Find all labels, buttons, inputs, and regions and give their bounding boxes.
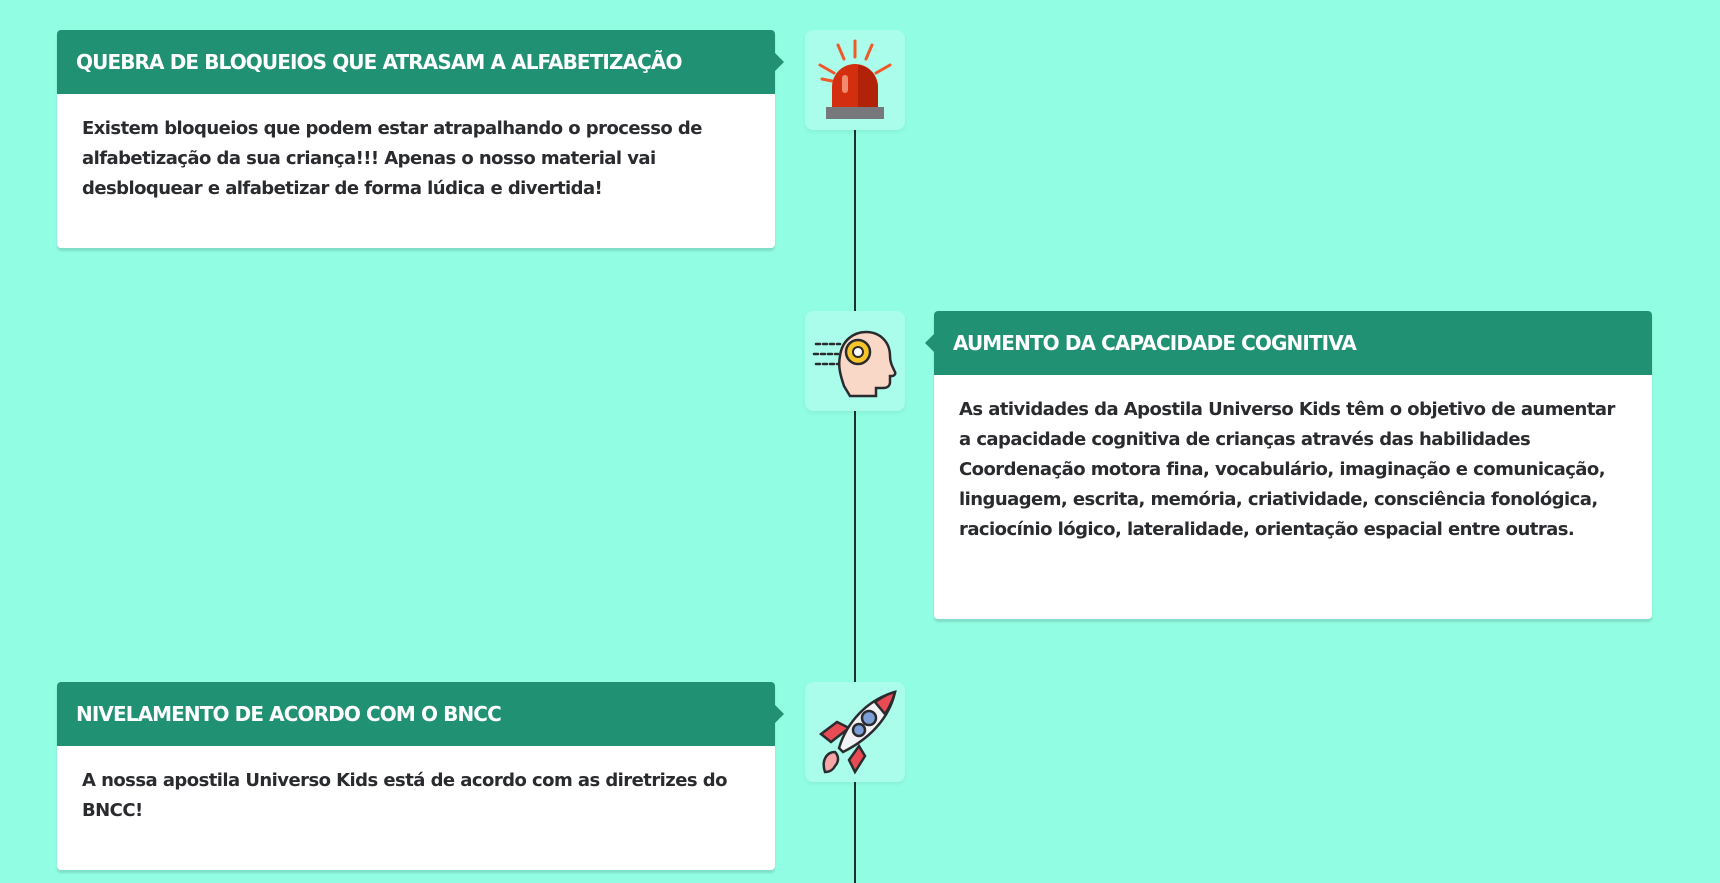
timeline-card-3 (57, 682, 775, 870)
timeline-icon-box-3 (805, 682, 905, 782)
timeline-icon-box-2 (805, 311, 905, 411)
rocket-icon (809, 686, 901, 778)
card-title-text: QUEBRA DE BLOQUEIOS QUE ATRASAM A ALFABETIZAÇÃO (76, 50, 682, 74)
timeline-card-1 (57, 30, 775, 248)
card-title (57, 682, 775, 746)
card-title (57, 30, 775, 94)
card-text: A nossa apostila Universo Kids está de acordo com as diretrizes do BNCC! (82, 770, 727, 821)
card-text: Existem bloqueios que podem estar atrapalhando o processo de alfabetização da sua criança!!! Apenas o nosso material vai desbloquear e alfabetizar de forma lúdica e divertida! (82, 118, 702, 199)
timeline-icon-box-1 (805, 30, 905, 130)
card-text: As atividades da Apostila Universo Kids têm o objetivo de aumentar a capacidade cognitiva de crianças através das habilidades Coordenação motora fina, vocabulário, imaginação e comunicação, linguagem, escrita, memória, criatividade, consciência fonológica, raciocínio lógico, lateralidade, orientação espacial entre outras. (959, 399, 1615, 540)
card-pointer (775, 53, 784, 71)
card-pointer (775, 705, 784, 723)
card-title (934, 311, 1652, 375)
siren-icon (810, 35, 900, 125)
head-gear-icon (810, 316, 900, 406)
timeline-card-2 (934, 311, 1652, 619)
card-pointer (925, 334, 934, 352)
card-title-text: NIVELAMENTO DE ACORDO COM O BNCC (76, 702, 501, 726)
card-title-text: AUMENTO DA CAPACIDADE COGNITIVA (953, 331, 1356, 355)
